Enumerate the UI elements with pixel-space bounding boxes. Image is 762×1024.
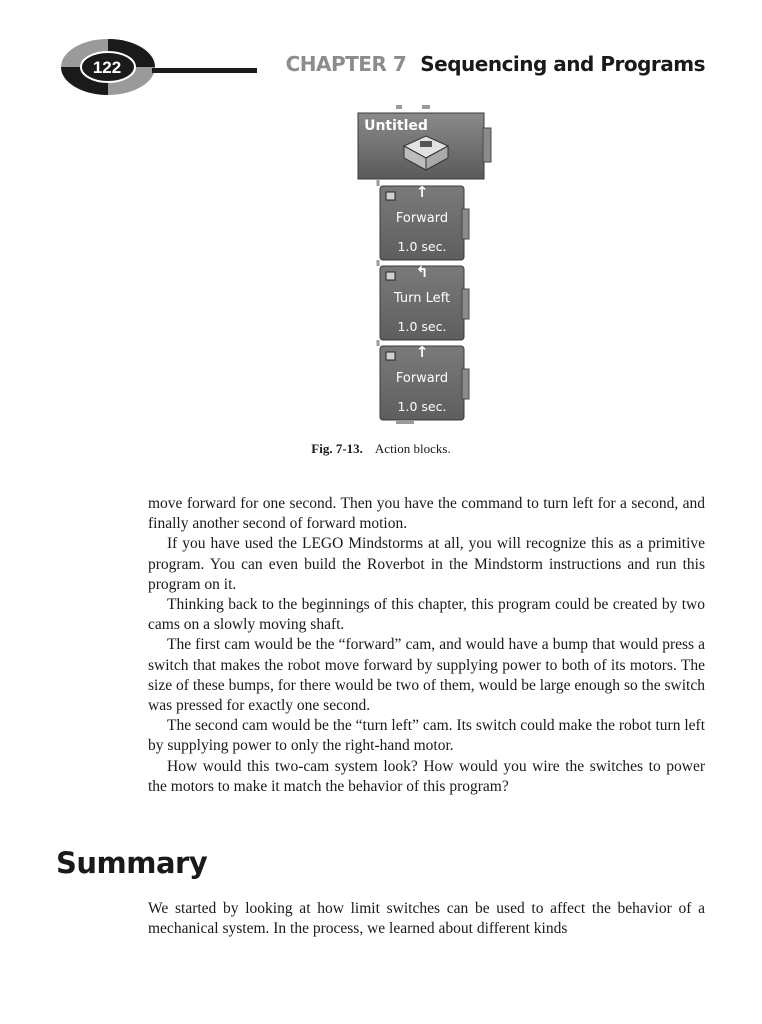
action-block-3-arrow: ↑ xyxy=(415,343,429,361)
chapter-label: CHAPTER 7 xyxy=(285,52,407,76)
chapter-title: Sequencing and Programs xyxy=(420,52,705,76)
action-block-2-label: Turn Left xyxy=(393,291,451,306)
body-paragraph: The first cam would be the “forward” cam, and would have a bump that would press a switch that makes the robot move forward by supplying power to both of its motors. The size of these bumps, for there would be two of them, would be large enough so the switch was pressed for exactly one second. xyxy=(148,636,705,715)
body-paragraph: The second cam would be the “turn left” cam. Its switch could make the robot turn left by supplying power to only the right-hand motor. xyxy=(148,717,705,755)
figure-caption xyxy=(0,441,762,457)
action-block-1-label: Forward xyxy=(395,211,449,226)
top-block-label: Untitled xyxy=(364,118,428,134)
body-paragraph: move forward for one second. Then you have the command to turn left for a second, and finally another second of forward motion. xyxy=(148,495,705,533)
summary-heading: Summary xyxy=(56,846,208,880)
body-paragraph: Thinking back to the beginnings of this chapter, this program could be created by two cams on a slowly moving shaft. xyxy=(148,596,705,634)
figure-number: Fig. 7-13. xyxy=(311,441,363,456)
figure-action-blocks xyxy=(356,104,496,430)
body-paragraph: How would this two-cam system look? How would you wire the switches to power the motors to make it match the behavior of this program? xyxy=(148,757,705,795)
running-header xyxy=(286,52,705,76)
action-block-1-duration: 1.0 sec. xyxy=(397,239,447,254)
summary-text xyxy=(148,899,705,939)
header-rule xyxy=(152,68,257,73)
action-block-1-arrow: ↑ xyxy=(415,183,429,201)
body-text xyxy=(148,494,705,797)
figure-caption-text: Action blocks. xyxy=(374,441,451,456)
action-block-2-arrow: ↰ xyxy=(415,263,429,281)
action-block-3-label: Forward xyxy=(395,371,449,386)
action-block-2-duration: 1.0 sec. xyxy=(397,319,447,334)
summary-paragraph: We started by looking at how limit switches can be used to affect the behavior of a mechanical system. In the process, we learned about different kinds xyxy=(148,900,705,938)
action-block-3-duration: 1.0 sec. xyxy=(397,399,447,414)
body-paragraph: If you have used the LEGO Mindstorms at all, you will recognize this as a primitive program. You can even build the Roverbot in the Mindstorm instructions and run this program on it. xyxy=(148,535,705,593)
page-number: 122 xyxy=(92,58,122,77)
